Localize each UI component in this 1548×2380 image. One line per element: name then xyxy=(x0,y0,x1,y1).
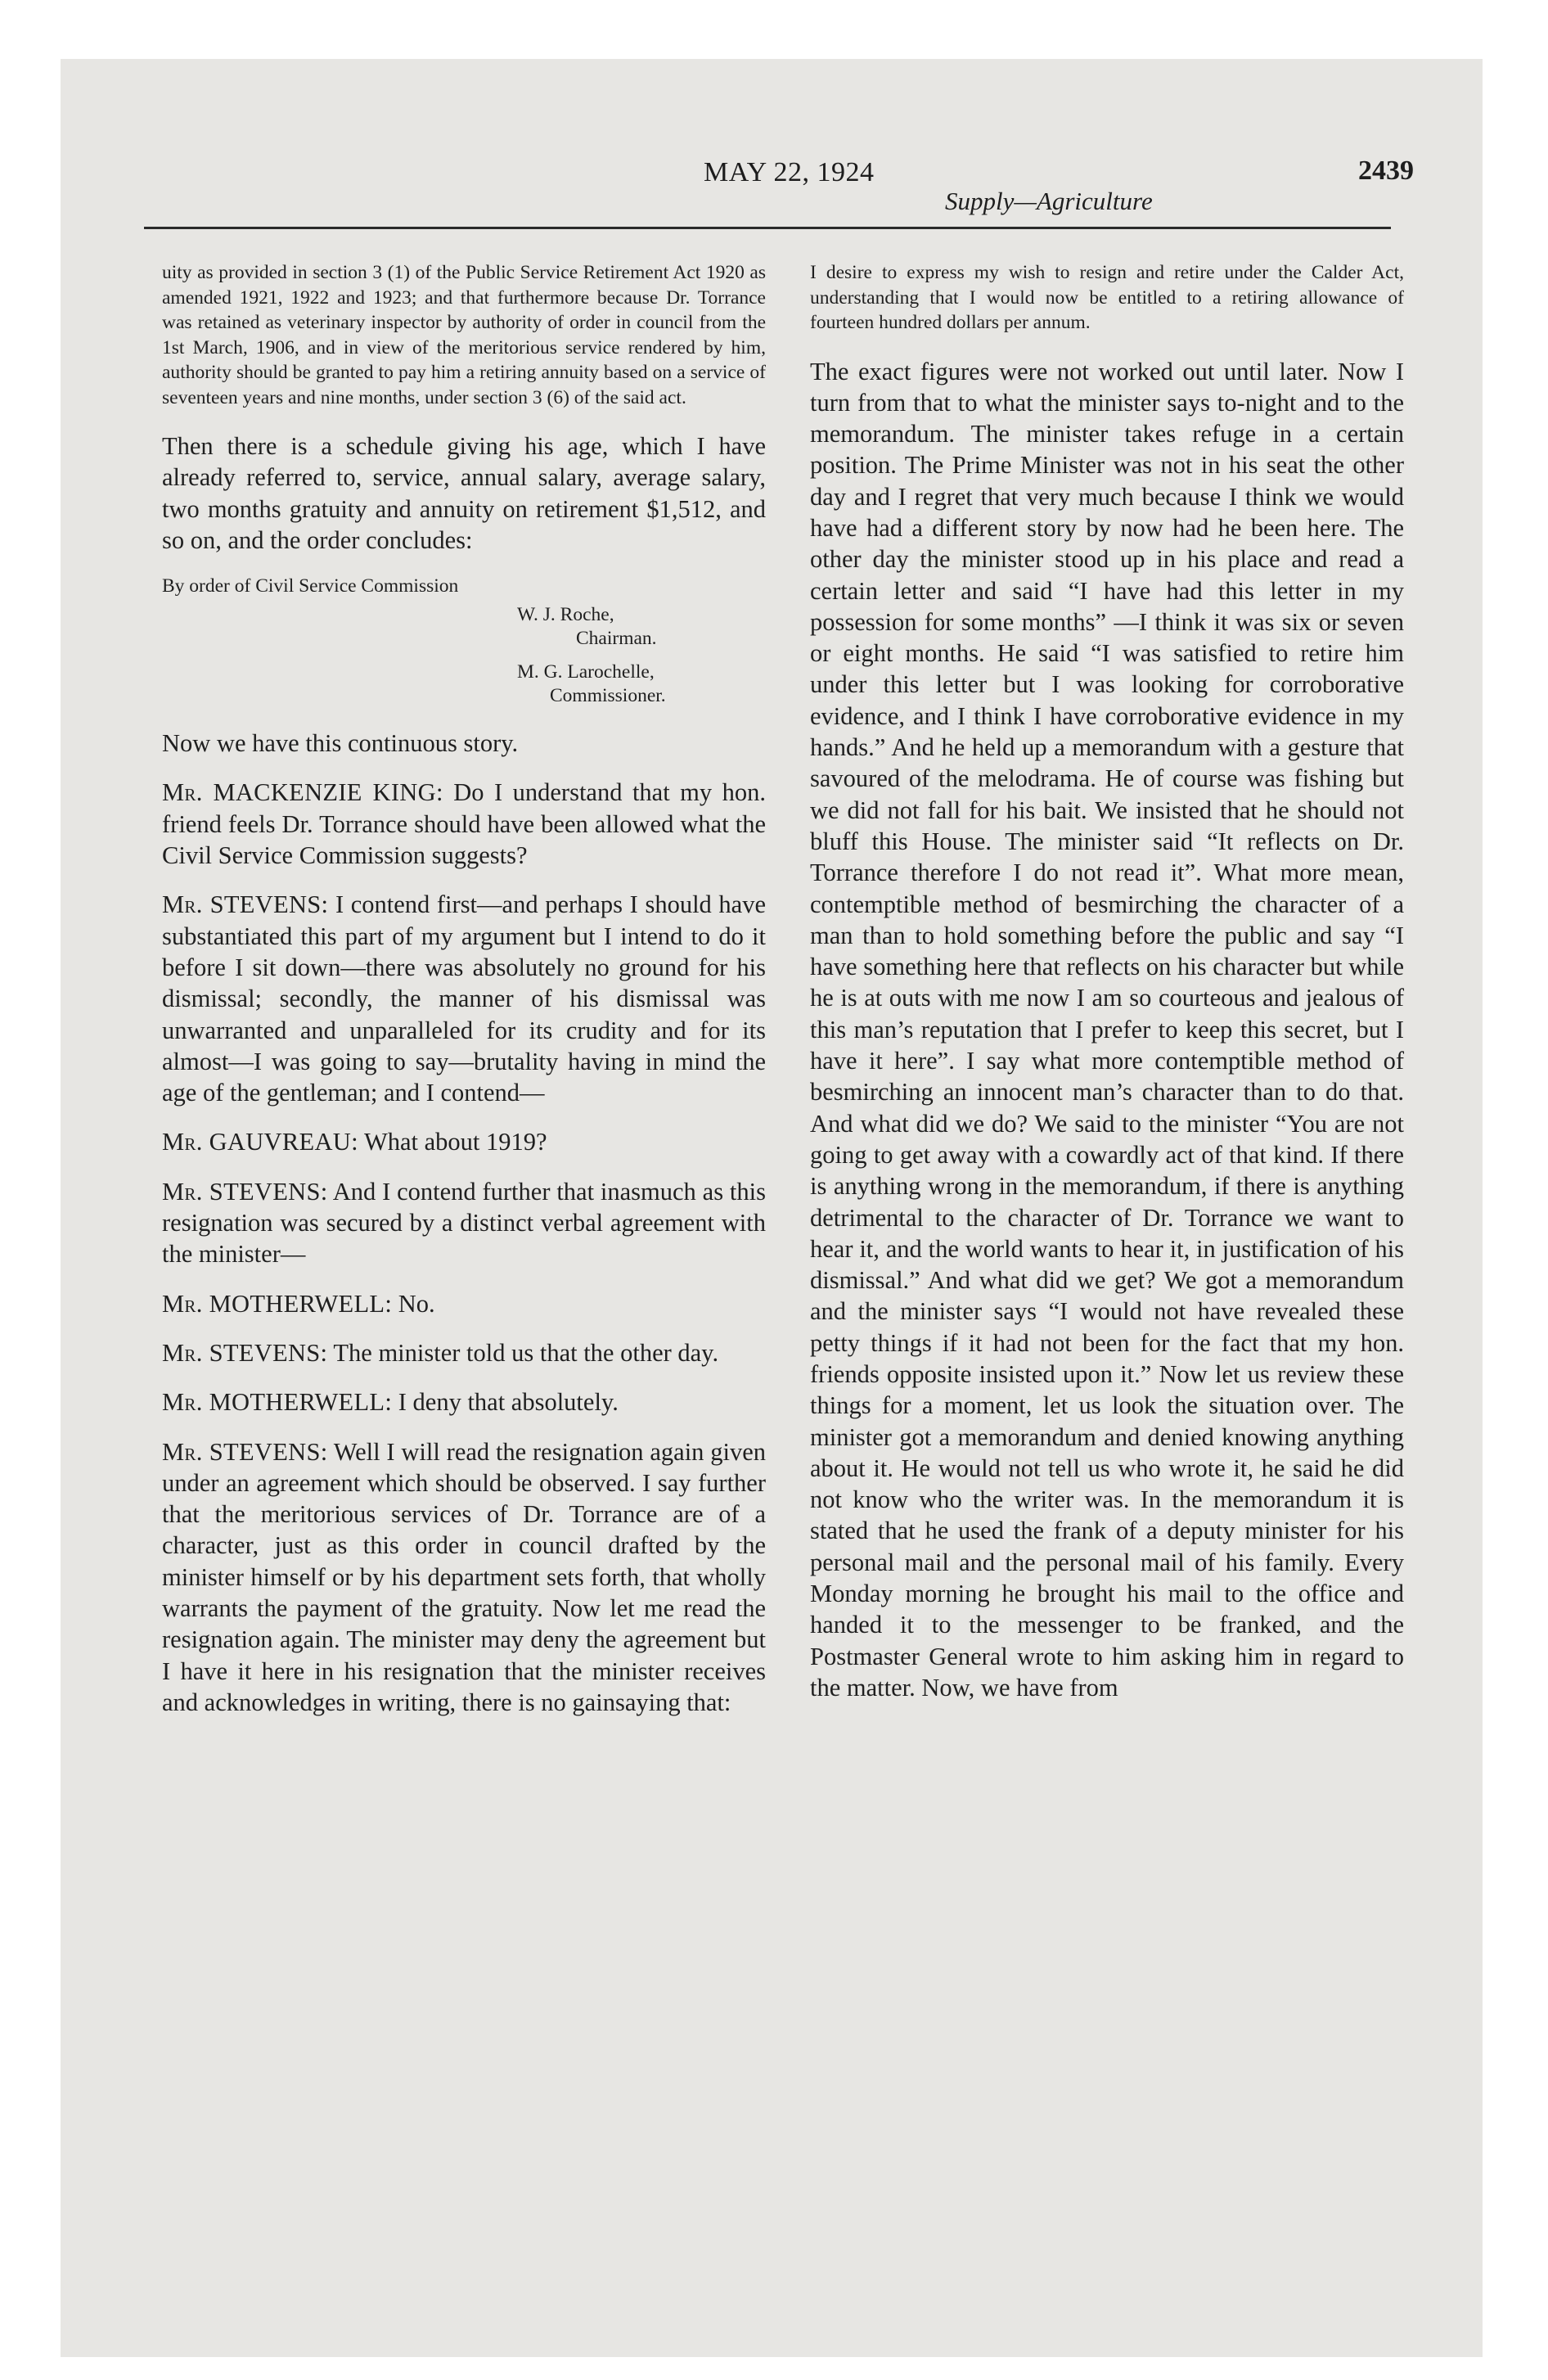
speaker-name: Mr. MOTHERWELL: xyxy=(162,1388,393,1417)
speech xyxy=(162,889,766,1108)
speaker-name: Mr. MACKENZIE KING: xyxy=(162,778,443,807)
speech xyxy=(162,1176,766,1270)
order-byline: By order of Civil Service Commission xyxy=(162,575,459,597)
left-column xyxy=(162,260,766,1736)
section-title: Supply—Agriculture xyxy=(945,187,1153,215)
speech-text: The minister told us that the other day. xyxy=(333,1338,719,1367)
speaker-name: Mr. STEVENS: xyxy=(162,1437,328,1466)
page-date: MAY 22, 1924 xyxy=(704,157,875,187)
resignation-quote: I desire to express my wish to resign and retire under the Calder Act, understanding that I would now be entitled to a retiring allowance of fourteen hundred dollars per annum. xyxy=(810,262,1404,333)
paragraph: Then there is a schedule giving his age, which I have already referred to, service, annual salary, average salary, two months gratuity and annuity on retirement $1,512, and so on, and the order concludes: xyxy=(162,432,766,554)
speaker-name: Mr. MOTHERWELL: xyxy=(162,1289,393,1318)
speech-text: I contend first—and perhaps I should have substantiated this part of my argument but I intend to do it before I sit down—there was absolutely no ground for his dismissal; secondly, the manner of his dismissal was unwarranted and unparalleled for its crudity and for its almost—I was going to say—brutality having in mind the age of the gentleman; and I contend— xyxy=(162,890,766,1107)
signatory-title: Commissioner. xyxy=(550,685,666,707)
speech-text: I deny that absolutely. xyxy=(398,1388,619,1417)
signatory-title: Chairman. xyxy=(576,628,657,650)
speech-text: Do I understand that my hon. friend feels Dr. Torrance should have been allowed what the Civil Service Commission suggests? xyxy=(162,778,767,870)
speaker-name: Mr. STEVENS: xyxy=(162,1177,328,1206)
speaker-name: Mr. STEVENS: xyxy=(162,890,329,919)
speech-text: Well I will read the resignation again given under an agreement which should be observed. I say further that the meritorious services of Dr. Torrance are of a character, just as this order in council drafted by the minister himself or by his department sets forth, that wholly warrants the payment of the gratuity. Now let me read the resignation again. The minister may deny the agreement but I have it here in his resignation that the minister receives and acknowledges in writing, there is no gainsaying that: xyxy=(162,1437,766,1716)
header-rule xyxy=(144,227,1391,229)
order-in-council-excerpt: uity as provided in section 3 (1) of the Public Service Retirement Act 1920 as amended 1921, 1922 and 1923; and that furthermore because Dr. Torrance was retained as veterinary inspector by authority of order in council from the 1st March, 1906, and in view of the meritorious service rendered by him, authority should be granted to pay him a retiring annuity based on a service of seventeen years and nine months, under section 3 (6) of the said act. xyxy=(162,262,766,408)
speech-continuation: The exact figures were not worked out until later. Now I turn from that to what the minister says to-night and to the memorandum. The minister takes refuge in a certain position. The Prime Minister was not in his seat the other day and I regret that very much because I think we would have had a different story by now had he been here. The other day the minister stood up in his place and read a certain letter and said “I have had this letter in my possession for some months” —I think it was six or seven or eight months. He said “I was satisfied to retire him under this letter but I was looking for corroborative evidence, and I think I have corroborative evidence in my hands.” And he held up a memorandum with a gesture that savoured of the melodrama. He of course was fishing but we did not fall for his bait. We insisted that he should not bluff this House. The minister said “It reflects on Dr. Torrance therefore I do not read it”. What more mean, contemptible method of besmirching the character of a man than to hold something before the public and say “I have something here that reflects on his character but while he is at outs with me now I am so courteous and jealous of this man’s reputation that I prefer to keep this secret, but I have it here”. I say what more contemptible method of besmirching an innocent man’s character than to do that. And what did we do? We said to the minister “You are not going to get away with a cowardly act of that kind. If there is anything wrong in the memorandum, if there is anything detrimental to the character of Dr. Torrance we want to hear it, and the world wants to hear it, in justification of his dismissal.” And what did we get? We got a memorandum and the minister says “I would not have revealed these petty things if it had not been for the fact that my hon. friends opposite insisted upon it.” Now let us review these things for a moment, let us look the situation over. The minister got a memorandum and denied knowing anything about it. He would not tell us who wrote it, he said he did not know who the writer was. In the memorandum it is stated that he used the frank of a deputy minister for his personal mail and the personal mail of his family. Every Monday morning he brought his mail to the office and handed it to the messenger to be franked, and the Postmaster General wrote to him asking him in regard to the matter. Now, we have from xyxy=(810,357,1404,1702)
speech xyxy=(162,1386,766,1418)
speech xyxy=(162,1337,766,1368)
speaker-name: Mr. STEVENS: xyxy=(162,1338,328,1367)
right-column xyxy=(810,260,1404,1721)
speech-text: And I contend further that inasmuch as this resignation was secured by a distinct verbal agreement with the minister— xyxy=(162,1177,766,1269)
paragraph: Now we have this continuous story. xyxy=(162,729,519,758)
signatory-name: W. J. Roche, xyxy=(517,604,614,626)
speech xyxy=(162,777,766,871)
speaker-name: Mr. GAUVREAU: xyxy=(162,1128,358,1156)
speech xyxy=(162,1126,766,1157)
speech-text: What about 1919? xyxy=(363,1128,547,1156)
speech xyxy=(162,1288,766,1319)
signatory-name: M. G. Larochelle, xyxy=(517,661,655,683)
speech-text: No. xyxy=(398,1289,435,1318)
page-number: 2439 xyxy=(1358,156,1414,186)
speech xyxy=(162,1436,766,1719)
